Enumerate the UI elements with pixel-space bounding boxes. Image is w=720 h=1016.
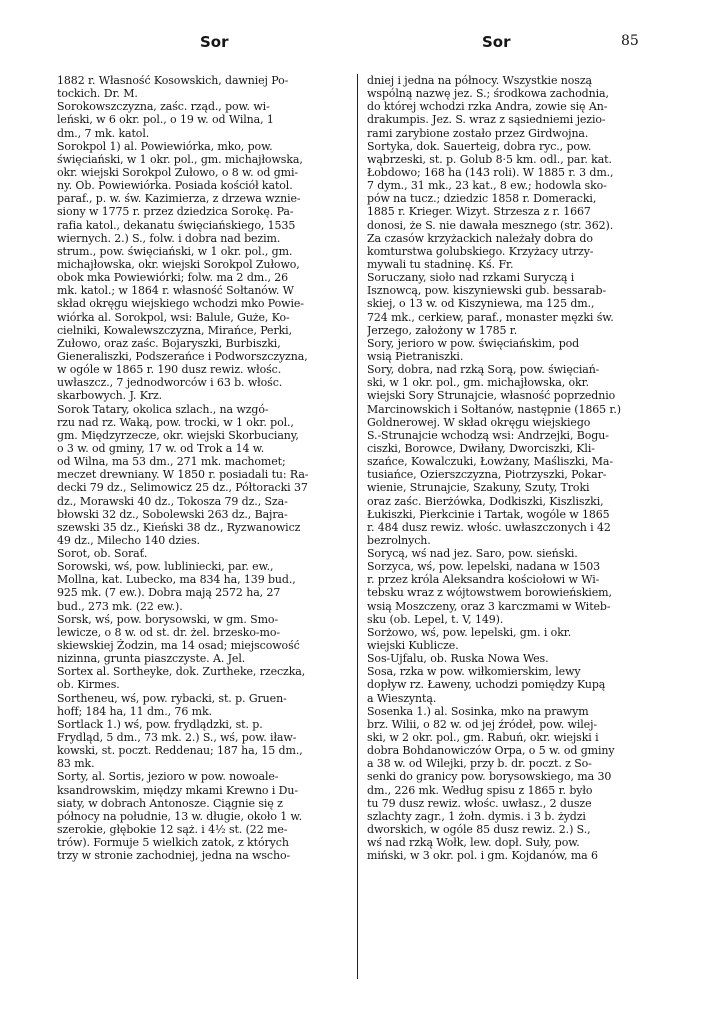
text-line: gm. Międzyrzecze, okr. wiejski Skorbuciany, (57, 428, 299, 442)
text-line: S.-Strunajcie wchodzą wsi: Andrzejki, Bogu- (367, 428, 609, 442)
text-line: błowski 32 dz., Sobolewski 263 dz., Bajra- (57, 507, 288, 521)
text-line: skiej, o 13 w. od Kiszyniewa, ma 125 dm., (367, 297, 595, 311)
text-line: Soruczany, sioło nad rzkami Suryczą i (367, 271, 575, 285)
text-line: Sortlack 1.) wś, pow. frydlądzki, st. p. (57, 717, 263, 731)
text-line: 83 mk. (57, 757, 95, 771)
text-line: a 38 w. od Wilejki, przy b. dr. poczt. z So- (367, 757, 592, 771)
text-line: dniej i jedna na północy. Wszystkie noszą (367, 74, 592, 87)
text-line: dm., 226 mk. Według spisu z 1865 r. było (367, 783, 593, 797)
text-line: kowski, st. poczt. Reddenau; 187 ha, 15 dm., (57, 744, 303, 758)
text-line: r. przez króla Aleksandra kościołowi w Wi- (367, 573, 600, 587)
right-column (367, 74, 659, 862)
text-line: decki 79 dz., Selimowicz 25 dz., Półtoracki 37 (57, 481, 308, 495)
text-line: Sorty, al. Sortis, jezioro w pow. nowoale- (57, 770, 279, 784)
text-line: Goldnerowej. W skład okręgu wiejskiego (367, 415, 591, 429)
text-line: Sortyka, dok. Sauerteig, dobra ryc., pow. (367, 139, 592, 153)
text-line: tebsku wraz z wójtowstwem borowieńskiem, (367, 586, 612, 600)
text-line: wsią Pietraniszki. (367, 349, 464, 363)
text-line: Sosa, rzka w pow. wiłkomierskim, lewy (367, 665, 581, 679)
text-line: Sorycą, wś nad jez. Saro, pow. sieński. (367, 547, 578, 561)
text-line: Sory, dobra, nad rzką Sorą, pow. święciań- (367, 363, 600, 377)
text-line: drakumpis. Jez. S. wraz z sąsiedniemi jezio- (367, 113, 606, 127)
text-line: szlachty zagr., 1 żołn. dymis. i 3 b. żydzi (367, 809, 586, 823)
text-line: tockich. Dr. M. (57, 87, 138, 101)
text-line: Sorżowo, wś, pow. lepelski, gm. i okr. (367, 625, 572, 639)
text-line: szańce, Kowalczuki, Łowżany, Maśliszki, Ma- (367, 455, 613, 469)
text-line: Sorokpol 1) al. Powiewiórka, mko, pow. (57, 139, 273, 153)
text-line: dz., Morawski 40 dz., Tokosza 79 dz., Sza- (57, 494, 288, 508)
text-line: dm., 7 mk. katol. (57, 126, 150, 140)
column-divider (357, 74, 358, 979)
text-line: dobra Bohdanowiczów Orpa, o 5 w. od gminy (367, 744, 615, 758)
text-line: wąbrzeski, st. p. Golub 8·5 km. odl., par. kat. (367, 152, 612, 166)
text-line: rafia katol., dekanatu święciańskiego, 1535 (57, 218, 296, 232)
text-line: hoff; 184 ha, 11 dm., 76 mk. (57, 704, 212, 718)
text-line: wspólną nazwę jez. S.; środkowa zachodnia, (367, 87, 609, 101)
text-line: od Wilna, ma 53 dm., 271 mk. machomet; (57, 455, 286, 469)
text-line: tu 79 dusz rewiz. włośc. uwłasz., 2 dusze (367, 796, 592, 810)
text-line: bezrolnych. (367, 533, 431, 547)
text-line: bud., 273 mk. (22 ew.). (57, 599, 183, 613)
text-line: Marcinowskich i Sołtanów, następnie (1865 r.) (367, 402, 621, 416)
text-line: donosi, że S. nie dawała mesznego (str. 362). (367, 218, 614, 232)
text-line: r. 484 dusz rewiz. włośc. uwłaszczonych i 42 (367, 520, 611, 534)
text-line: 1885 r. Krieger. Wizyt. Strzesza z r. 1667 (367, 205, 591, 219)
text-line: Zułowo, oraz zaśc. Bojaryszki, Burbiszki, (57, 336, 281, 350)
text-line: święciański, w 1 okr. pol., gm. michajłowska, (57, 152, 303, 166)
text-line: Sorowski, wś, pow. lubliniecki, par. ew., (57, 560, 274, 574)
text-line: paraf., p. w. św. Kazimierza, z drzewa wznie- (57, 192, 301, 206)
text-line: wsią Moszczeny, oraz 3 karczmami w Witeb- (367, 599, 611, 613)
text-line: brz. Wilii, o 82 w. od jej źródeł, pow. wilej- (367, 717, 598, 731)
text-line: wiernych. 2.) S., folw. i dobra nad bezim. (57, 231, 281, 245)
text-line: Sos-Ujfalu, ob. Ruska Nowa Wes. (367, 652, 549, 666)
text-line: ski, w 1 okr. pol., gm. michajłowska, okr. (367, 376, 589, 390)
text-line: skład okręgu wiejskiego wchodzi mko Powie- (57, 297, 304, 311)
text-line: nizinna, grunta piaszczyste. A. Jel. (57, 652, 246, 666)
text-line: trów). Formuje 5 wielkich zatok, z których (57, 836, 289, 850)
text-line: wiórka al. Sorokpol, wsi: Balule, Guże, Ko- (57, 310, 290, 324)
text-line: dworskich, w ogóle 85 dusz rewiz. 2.) S., (367, 823, 591, 837)
text-line: Gieneraliszki, Podszerańce i Podworszczyzna, (57, 349, 308, 363)
text-line: miński, w 3 okr. pol. i gm. Kojdanów, ma 6 (367, 849, 598, 863)
text-line: rzu nad rz. Waką, pow. trocki, w 1 okr. pol., (57, 415, 294, 429)
text-line: szewski 35 dz., Kieński 38 dz., Ryzwanowicz (57, 520, 301, 534)
text-line: mywali tu stadninę. Kś. Fr. (367, 257, 514, 271)
text-line: lewicze, o 8 w. od st. dr. żel. brzesko-mo- (57, 625, 280, 639)
text-line: senki do granicy pow. borysowskiego, ma 30 (367, 770, 612, 784)
running-head-right: Sor (482, 33, 511, 51)
running-head-left: Sor (200, 33, 229, 51)
page-number: 85 (621, 33, 639, 49)
text-line: uwłaszcz., 7 jednodworców i 63 b. włośc. (57, 376, 283, 390)
text-line: Jerzego, założony w 1785 r. (367, 323, 518, 337)
left-column (57, 74, 347, 862)
text-line: trzy w stronie zachodniej, jedna na wscho- (57, 849, 291, 863)
text-line: Frydląd, 5 dm., 73 mk. 2.) S., wś, pow. iław- (57, 731, 297, 745)
text-line: a Wieszyntą. (367, 691, 437, 705)
page-header (0, 33, 720, 57)
text-line: wiejski Kublicze. (367, 639, 459, 653)
text-line: Sosenka 1.) al. Sosinka, mko na prawym (367, 704, 589, 718)
text-line: w ogóle w 1865 r. 190 dusz rewiz. włośc. (57, 363, 282, 377)
text-line: Sory, jerioro w pow. święciańskim, pod (367, 336, 580, 350)
text-line: Isznowcą, pow. kiszyniewski gub. bessarab- (367, 284, 607, 298)
text-line: skarbowych. J. Krz. (57, 389, 163, 403)
text-line: Sorot, ob. Sorať. (57, 547, 148, 561)
text-line: Sortex al. Sortheyke, dok. Zurtheke, rzeczka, (57, 665, 306, 679)
text-line: Łukiszki, Pierkcinie i Tartak, wogóle w 1865 (367, 507, 610, 521)
text-line: leński, w 6 okr. pol., o 19 w. od Wilna, 1 (57, 113, 274, 127)
text-line: oraz zaśc. Bierżówka, Dodkiszki, Kiszliszki, (367, 494, 604, 508)
text-line: michajłowska, okr. wiejski Sorokpol Zułowo, (57, 257, 300, 271)
text-line: Mollna, kat. Lubecko, ma 834 ha, 139 bud., (57, 573, 296, 587)
text-line: wienie, Strunajcie, Szakuny, Szuty, Troki (367, 481, 590, 495)
text-line: rami zarybione zostało przez Girdwojna. (367, 126, 589, 140)
text-line: o 3 w. od gminy, 17 w. od Trok a 14 w. (57, 441, 265, 455)
text-line: pów na tucz.; dziedzic 1858 r. Domeracki, (367, 192, 597, 206)
text-line: 925 mk. (7 ew.). Dobra mają 2572 ha, 27 (57, 586, 281, 600)
text-line: Sorzyca, wś, pow. lepelski, nadana w 1503 (367, 560, 601, 574)
text-line: wiejski Sory Strunajcie, własność poprzednio (367, 389, 616, 403)
text-line: meczet drewniany. W 1850 r. posiadali tu: Ra- (57, 468, 309, 482)
text-line: ski, w 2 okr. pol., gm. Rabuń, okr. wiejski i (367, 731, 599, 745)
text-line: Sorsk, wś, pow. borysowski, w gm. Smo- (57, 612, 279, 626)
text-line: ob. Kirmes. (57, 678, 120, 692)
text-line: 1882 r. Własność Kosowskich, dawniej Po- (57, 74, 289, 87)
text-line: ksandrowskim, między mkami Krewno i Du- (57, 783, 298, 797)
text-line: siaty, w dobrach Antonosze. Ciągnie się z (57, 796, 283, 810)
text-line: Sortheneu, wś, pow. rybacki, st. p. Gruen- (57, 691, 287, 705)
text-line: Za czasów krzyżackich należały dobra do (367, 231, 593, 245)
text-line: sku (ob. Lepel, t. V, 149). (367, 612, 504, 626)
text-line: północy na południe, 13 w. długie, około 1 w. (57, 809, 302, 823)
text-line: siony w 1775 r. przez dziedzica Sorokę. Pa- (57, 205, 294, 219)
text-line: 7 dym., 31 mk., 23 kat., 8 ew.; hodowla sko- (367, 179, 607, 193)
text-line: Sorokowszczyzna, zaśc. rząd., pow. wi- (57, 100, 270, 114)
text-line: Łobdowo; 168 ha (143 roli). W 1885 r. 3 dm., (367, 165, 614, 179)
text-line: skiewskiej Żodzin, ma 14 osad; miejscowość (57, 639, 300, 653)
text-line: obok mka Powiewiórki; folw. ma 2 dm., 26 (57, 271, 289, 285)
text-line: 724 mk., cerkiew, paraf., monaster męzki św. (367, 310, 614, 324)
text-line: ciszki, Borowce, Dwiłany, Dworciszki, Kli- (367, 441, 595, 455)
text-line: cielniki, Kowalewszczyzna, Mirańce, Perki, (57, 323, 292, 337)
text-line: ny. Ob. Powiewiórka. Posiada kościół katol. (57, 179, 293, 193)
text-line: mk. katol.; w 1864 r. własność Sołtanów. W (57, 284, 294, 298)
text-line: dopływ rz. Ławeny, uchodzi pomiędzy Kupą (367, 678, 606, 692)
text-line: wś nad rzką Wołk, lew. dopł. Suły, pow. (367, 836, 580, 850)
text-line: Sorok Tatary, okolica szlach., na wzgó- (57, 402, 269, 416)
text-line: komturstwa golubskiego. Krzyżacy utrzy- (367, 244, 594, 258)
text-line: tusiańce, Ozierszczyzna, Piotrzyszki, Pokar- (367, 468, 607, 482)
text-line: strum., pow. święciański, w 1 okr. pol., gm. (57, 244, 293, 258)
text-line: szerokie, głębokie 12 sąż. i 4½ st. (22 me- (57, 823, 288, 837)
text-line: okr. wiejski Sorokpol Zułowo, o 8 w. od gmi- (57, 165, 299, 179)
text-line: 49 dz., Milecho 140 dzies. (57, 533, 200, 547)
text-line: do której wchodzi rzka Andra, zowie się An- (367, 100, 608, 114)
